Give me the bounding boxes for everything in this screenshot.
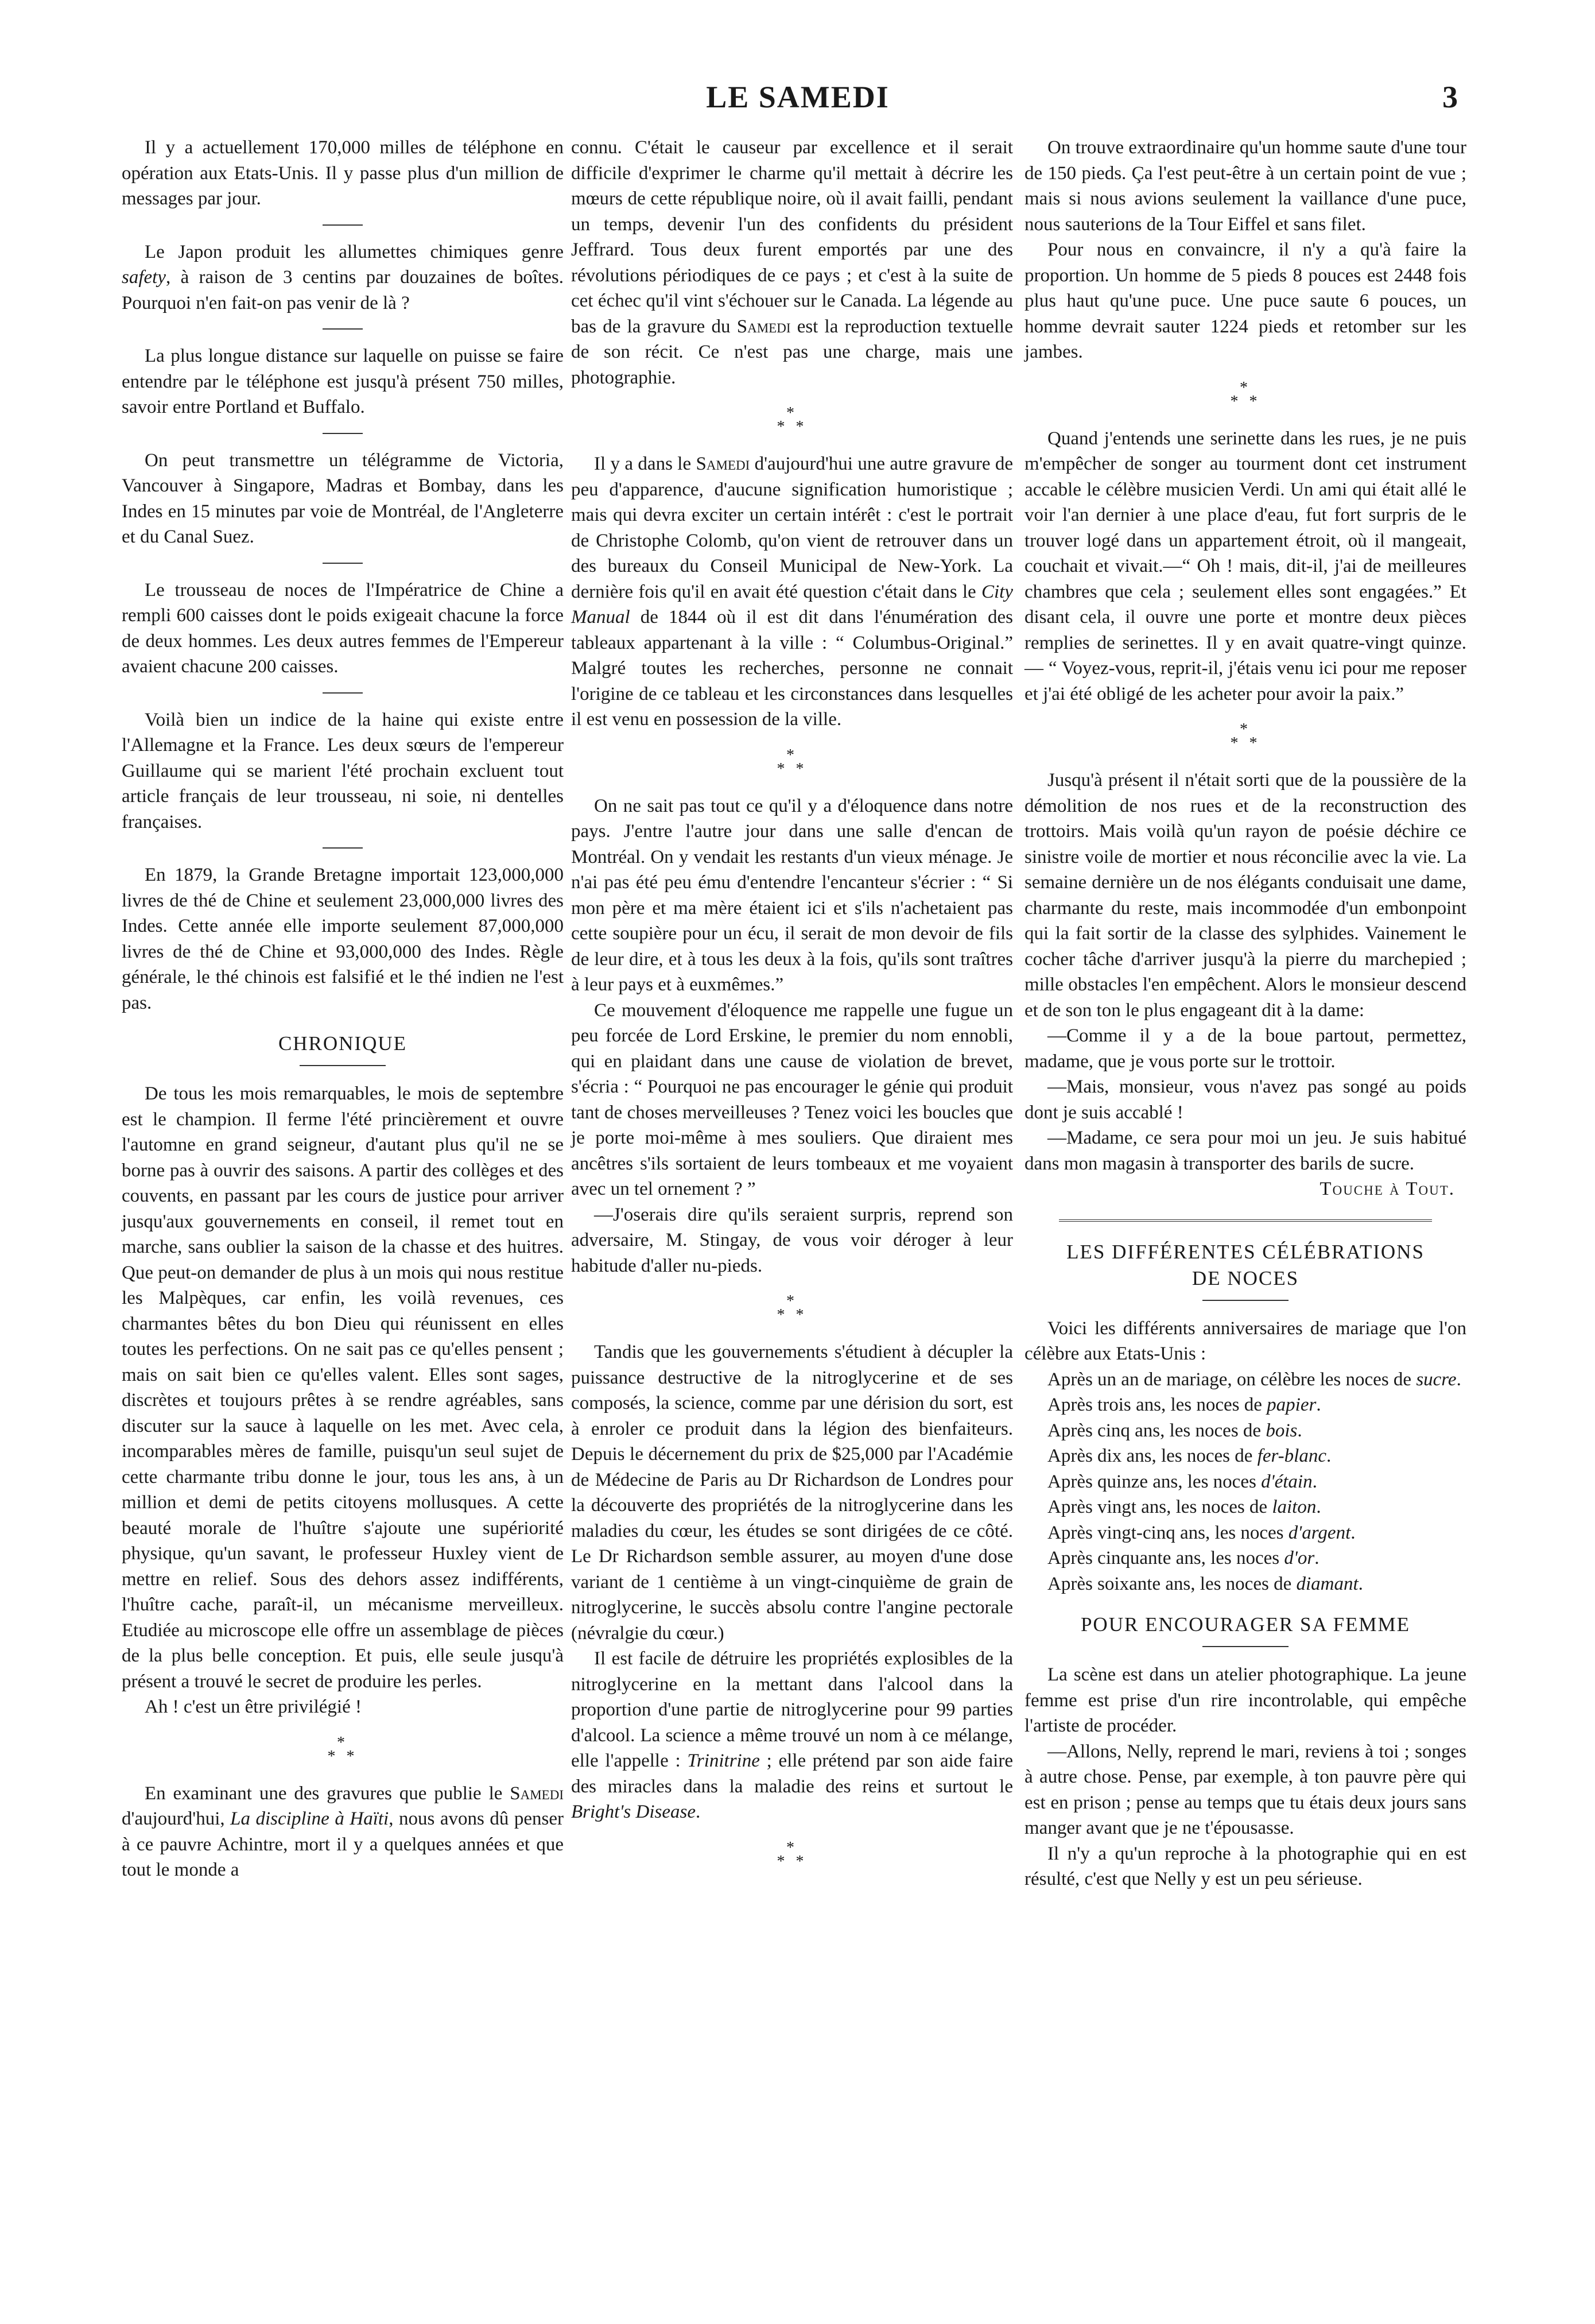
paragraph: —J'oserais dire qu'ils seraient surpris, reprend son adversaire, M. Stingay, de vous voir déroger à leur habitude d'aller nu-pieds. (571, 1204, 1013, 1276)
paragraph: La plus longue distance sur laquelle on puisse se faire entendre par le téléphone est jusqu'à présent 750 milles, savoir entre Portland et Buffalo. (122, 346, 564, 417)
paragraph: La scène est dans un atelier photographique. La jeune femme est prise d'un rire incontrolable, qui empêche l'artiste de procéder. (1024, 1664, 1466, 1736)
author-signature: Touche à Tout. (1320, 1179, 1455, 1199)
column-1 (122, 135, 564, 1883)
paragraph: Il est facile de détruire les propriétés explosibles de la nitroglycerine en la mettant dans l'alcool dans la proportion d'une partie de nitroglycerine pour 99 parties d'alcool. La science a même trouvé un nom à ce mélange, elle l'appelle : Trinitrine ; elle prétend par son aide faire des miracles dans la maladie des reins et surtout le Bright's Disease. (571, 1648, 1013, 1822)
paragraph: On ne sait pas tout ce qu'il y a d'éloquence dans notre pays. J'entre l'autre jour dans une salle d'encan de Montréal. On y vendait les restants d'un vieux ménage. Je n'ai pas été peu ému d'entendre l'encanteur s'écrier : “ Si mon père et ma mère étaient ici et s'ils n'achetaient pas cette soupière pour un écu, il serait de mon devoir de fils de leur dire, et à tous les deux à la fois, qu'ils sont traîtres à leur pays et à euxmêmes.” (571, 795, 1013, 995)
divider (323, 328, 363, 330)
paragraph: Voilà bien un indice de la haine qui existe entre l'Allemagne et la France. Les deux sœurs de l'empereur Guillaume qui se marient l'été prochain excluent tout article français de leur trousseau, ni soie, ni dentelles françaises. (122, 709, 564, 832)
paragraph: —Comme il y a de la boue partout, permettez, madame, que je vous porte sur le trottoir. (1024, 1025, 1466, 1072)
list-item: Après soixante ans, les noces de diamant. (1047, 1573, 1363, 1594)
paragraph: Il y a dans le Samedi d'aujourd'hui une autre gravure de peu d'apparence, d'aucune signification humoristique ; mais qui devra exciter un certain intérêt : c'est le portrait de Christophe Colomb, qu'on vient de retrouver dans un des bureaux du Conseil Municipal de New-York. La dernière fois qu'il en avait été question c'était dans le City Manual de 1844 où il est dit dans l'énumération des tableaux appartenant à la ville : “ Columbus-Original.” Malgré toutes les recherches, personne ne connait l'origine de ce tableau et les circonstances dans lesquelles il est venu en possession de la ville. (571, 454, 1014, 730)
section-heading: LES DIFFÉRENTES CÉLÉBRATIONS DE NOCES (1066, 1240, 1425, 1289)
paragraph: Il n'y a qu'un reproche à la photographie qui en est résulté, c'est que Nelly y est un peu sérieuse. (1024, 1843, 1466, 1889)
paragraph: On peut transmettre un télégramme de Victoria, Vancouver à Singapore, Madras et Bombay, dans les Indes en 15 minutes par voie de Montréal, de l'Angleterre et du Canal Suez. (122, 450, 564, 547)
divider (323, 224, 363, 226)
paragraph: Ah ! c'est un être privilégié ! (145, 1696, 362, 1717)
asterism: * * * (777, 1292, 808, 1324)
paragraph: —Madame, ce sera pour moi un jeu. Je suis habitué dans mon magasin à transporter des barils de sucre. (1024, 1128, 1466, 1174)
paragraph: —Mais, monsieur, vous n'avez pas songé au poids dont je suis accablé ! (1024, 1076, 1466, 1123)
paragraph: Il y a actuellement 170,000 milles de téléphone en opération aux Etats-Unis. Il y passe plus d'un million de messages par jour. (122, 137, 564, 209)
paragraph: De tous les mois remarquables, le mois de septembre est le champion. Il ferme l'été princièrement et ouvre l'automne en grand seigneur, d'autant plus qu'il ne se borne pas à ouvrir des saisons. A partir des collèges et des couvents, en passant par les cours de justice pour arriver jusqu'aux gouvernements en conseil, il remet tout en marche, sans oublier la saison de la chasse et des huitres. Que peut-on demander de plus à un mois qui nous restitue les Malpèques, car enfin, les voilà revenues, ces charmantes bêtes du bon Dieu qui réunissent en elles toutes les perfections. On ne sait pas ce qu'elles pensent ; mais on sait bien ce qu'elles valent. Elles sont sages, discrètes et toujours prêtes à se rendre agréables, sans discuter sur la sauce à laquelle on les met. Avec cela, incomparables mères de famille, puisqu'un seul sujet de cette charmante tribu donne le jour, tous les ans, à un million et demi de petits citoyens mollusques. A cette beauté morale de l'huître s'ajoute une supériorité physique, qu'un savant, le professeur Huxley vient de mettre en relief. Sous des dehors assez indifférents, l'huître cache, paraît-il, un mécanisme merveilleux. Etudiée au microscope elle offre un assemblage de pièces de la plus belle conception. Et puis, elle seule jusqu'à présent a trouvé le secret de produire les perles. (122, 1083, 564, 1692)
column-2 (571, 135, 1013, 1886)
paragraph: Tandis que les gouvernements s'étudient à décupler la puissance destructive de la nitroglycerine et de ses composés, la science, comme par une dérision du sort, est à enroler ce produit dans la légion des bienfaiteurs. Depuis le décernement du prix de $25,000 par l'Académie de Médecine de Paris au Dr Richardson de Londres pour la découverte des propriétés de la nitroglycerine dans les maladies du cœur, les études se sont dirigées de ce côté. Le Dr Richardson semble assurer, au moyen d'une dose variant de 1 centième à un vingt-cinquième de grain de nitroglycerine, le succès absolu contre l'angine pectorale (névralgie du cœur.) (571, 1342, 1013, 1644)
paragraph: Ce mouvement d'éloquence me rappelle une fugue un peu forcée de Lord Erskine, le premier du nom ennobli, qui en plaidant dans une cause de violation de brevet, s'écria : “ Pourquoi ne pas encourager le génie qui produit tant de choses merveilleuses ? Tenez voici les boucles que je porte moi-même à mes souliers. Que diraient mes ancêtres s'ils sortaient de leurs tombeaux et me voyaient avec un tel ornement ? ” (571, 1000, 1013, 1199)
asterism: * * * (777, 746, 808, 778)
paragraph: Jusqu'à présent il n'était sorti que de la poussière de la démolition de nos rues et de la reconstruction des trottoirs. Mais voilà qu'un rayon de poésie déchire ce sinistre voile de mortier et nous réconcilie avec la vie. La semaine dernière un de nos élégants conduisait une dame, charmante du reste, mais incommodée d'un embonpoint qui la fait sortir de la classe des sylphides. Vainement le cocher tâche d'arriver jusqu'à la pierre du marchepied ; mille obstacles l'en empêchent. Alors le monsieur descend et de son ton le plus engageant dit à la dame: (1024, 770, 1466, 1021)
paragraph: Pour nous en convaincre, il n'y a qu'à faire la proportion. Un homme de 5 pieds 8 pouces est 2448 fois plus haut qu'une puce. Une puce saute 6 pouces, un homme devrait sauter 1224 pieds et retomber sur les jambes. (1024, 239, 1466, 362)
list-item: Après un an de mariage, on célèbre les noces de sucre. (1047, 1369, 1461, 1390)
paragraph: Voici les différents anniversaires de mariage que l'on célèbre aux Etats-Unis : (1024, 1318, 1466, 1364)
divider (300, 1065, 386, 1066)
paragraph: Le trousseau de noces de l'Impératrice de Chine a rempli 600 caisses dont le poids exigeait chacune la force de deux hommes. Les deux autres femmes de l'Empereur avaient chacune 200 caisses. (122, 579, 564, 677)
list-item: Après dix ans, les noces de fer-blanc. (1047, 1446, 1332, 1466)
paragraph: connu. C'était le causeur par excellence et il serait difficile d'exprimer le charme qu'il mettait à décrire les mœurs de cette république noire, où il avait failli, pendant un temps, devenir l'un des confidents du président Jeffrard. Tous deux furent emportés par une des révolutions périodiques de ce pays ; et c'est à la suite de cet échec qu'il vint s'échouer sur le Canada. La légende au bas de la gravure du Samedi est la reproduction textuelle de son récit. Ce n'est pas une charge, mais une photographie. (571, 137, 1013, 388)
asterism: * * * (777, 404, 808, 436)
section-heading: POUR ENCOURAGER SA FEMME (1080, 1613, 1411, 1636)
paragraph: Le Japon produit les allumettes chimiques genre safety, à raison de 3 centins par douzaines de boîtes. Pourquoi n'en fait-on pas venir de là ? (122, 241, 564, 313)
section-divider (1059, 1219, 1432, 1222)
list-item: Après vingt-cinq ans, les noces d'argent. (1047, 1522, 1356, 1543)
anniversary-list (1024, 1367, 1466, 1597)
asterism: * * * (327, 1733, 358, 1765)
paragraph: En examinant une des gravures que publie le Samedi d'aujourd'hui, La discipline à Haïti, nous avons dû penser à ce pauvre Achintre, mort il y a quelques années et que tout le monde a (122, 1783, 564, 1880)
masthead (115, 75, 1481, 121)
divider (323, 433, 363, 434)
paragraph: —Allons, Nelly, reprend le mari, reviens à toi ; songes à autre chose. Pense, par exemple, à ton pauvre père qui est en prison ; pense au temps que tu étais deux jours sans manger avant que je ne t'épousasse. (1024, 1741, 1466, 1838)
divider (1202, 1300, 1289, 1301)
list-item: Après vingt ans, les noces de laiton. (1047, 1497, 1321, 1517)
list-item: Après quinze ans, les noces d'étain. (1047, 1471, 1317, 1492)
divider (323, 847, 363, 849)
paragraph: Quand j'entends une serinette dans les rues, je ne puis m'empêcher de songer au tourment dont cet instrument accable le célèbre musicien Verdi. Un ami qui était allé le voir l'an dernier à une place d'eau, fut fort surpris de le trouver logé dans un appartement étroit, où il mangeait, couchait et vivait.—“ Oh ! mais, dit-il, j'ai de meilleures chambres que cela ; seulement elles sont engagées.” Et disant cela, il ouvre une porte et montre deux pièces remplies de serinettes. Il y en avait quatre-vingt quinze. — “ Voyez-vous, reprit-il, j'étais venu ici pour me reposer et j'ai été obligé de les acheter pour avoir la paix.” (1024, 428, 1466, 704)
divider (1202, 1646, 1289, 1647)
list-item: Après cinquante ans, les noces d'or. (1047, 1548, 1320, 1568)
newspaper-title: LE SAMEDI (706, 80, 890, 114)
page-number: 3 (1442, 80, 1458, 114)
asterism: * * * (1230, 378, 1261, 410)
list-item: Après cinq ans, les noces de bois. (1047, 1420, 1302, 1441)
list-item: Après trois ans, les noces de papier. (1047, 1395, 1321, 1415)
asterism: * * * (777, 1838, 808, 1870)
section-heading: CHRONIQUE (278, 1032, 408, 1055)
paragraph: En 1879, la Grande Bretagne importait 123,000,000 livres de thé de Chine et seulement 23,000,000 livres des Indes. Cette année elle importe seulement 87,000,000 livres de thé de Chine et 93,000,000 des Indes. Règle générale, le thé chinois est falsifié et le thé indien ne l'est pas. (122, 865, 564, 1013)
column-3 (1024, 135, 1466, 1892)
paragraph: On trouve extraordinaire qu'un homme saute d'une tour de 150 pieds. Ça l'est peut-être à un certain point de vue ; mais si nous avions seulement la vaillance d'une puce, nous sauterions de la Tour Eiffel et sans filet. (1024, 137, 1466, 235)
divider (323, 563, 363, 564)
asterism: * * * (1230, 721, 1261, 752)
divider (323, 692, 363, 694)
